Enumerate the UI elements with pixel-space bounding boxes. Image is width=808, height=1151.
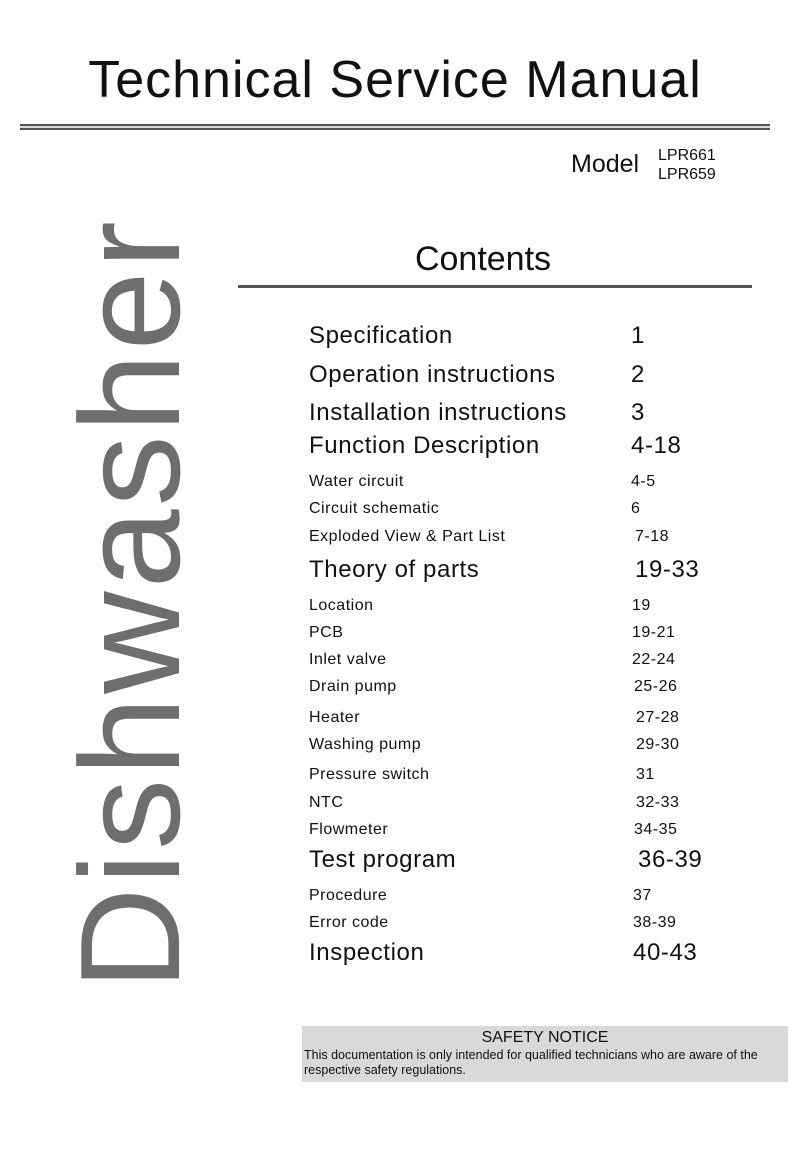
toc-label: Inlet valve xyxy=(309,651,387,668)
toc-label: Installation instructions xyxy=(309,399,567,426)
toc-label: Drain pump xyxy=(309,678,397,695)
toc-label: Washing pump xyxy=(309,736,422,753)
side-title: Dishwasher xyxy=(51,218,210,990)
toc-label: Exploded View & Part List xyxy=(309,528,506,545)
model-number: LPR661 xyxy=(658,147,716,164)
toc-page: 36-39 xyxy=(638,846,703,873)
toc-page: 31 xyxy=(636,766,655,783)
toc-label: NTC xyxy=(309,794,344,811)
toc-label: Operation instructions xyxy=(309,361,556,388)
contents-divider xyxy=(238,285,752,288)
toc-page: 2 xyxy=(631,361,645,388)
model-numbers xyxy=(658,146,716,184)
toc-label: Error code xyxy=(309,914,389,931)
toc-label: Water circuit xyxy=(309,473,404,490)
toc-page: 40-43 xyxy=(633,939,698,966)
toc-label: PCB xyxy=(309,624,344,641)
model-label: Model xyxy=(571,150,640,178)
model-number: LPR659 xyxy=(658,166,716,183)
toc-page: 25-26 xyxy=(634,678,678,695)
toc-label: Heater xyxy=(309,709,361,726)
toc-page: 27-28 xyxy=(636,709,680,726)
toc-label: Circuit schematic xyxy=(309,500,440,517)
title-divider xyxy=(20,124,770,130)
toc-page: 19-33 xyxy=(635,556,700,583)
manual-title: Technical Service Manual xyxy=(88,51,702,109)
toc-label: Pressure switch xyxy=(309,766,430,783)
toc-label: Procedure xyxy=(309,887,388,904)
toc-label: Flowmeter xyxy=(309,821,389,838)
toc-page: 32-33 xyxy=(636,794,680,811)
toc-label: Inspection xyxy=(309,939,425,966)
toc-page: 1 xyxy=(631,322,645,349)
toc-label: Test program xyxy=(309,846,457,873)
toc-label: Theory of parts xyxy=(309,556,480,583)
toc-page: 4-5 xyxy=(631,473,656,490)
safety-notice-text: This documentation is only intended for qualified technicians who are aware of the respective safety regulations. xyxy=(304,1048,758,1077)
toc-label: Function Description xyxy=(309,432,540,459)
toc-page: 34-35 xyxy=(634,821,678,838)
toc-label: Location xyxy=(309,597,374,614)
safety-notice xyxy=(302,1026,788,1082)
toc-page: 37 xyxy=(633,887,652,904)
toc-page: 6 xyxy=(631,500,641,517)
toc-page: 38-39 xyxy=(633,914,677,931)
toc-page: 22-24 xyxy=(632,651,676,668)
toc-page: 7-18 xyxy=(635,528,670,545)
toc-page: 29-30 xyxy=(636,736,680,753)
contents-heading: Contents xyxy=(414,240,552,278)
toc-page: 19-21 xyxy=(632,624,676,641)
toc-page: 4-18 xyxy=(631,432,682,459)
toc-label: Specification xyxy=(309,322,453,349)
toc-page: 3 xyxy=(631,399,645,426)
toc-page: 19 xyxy=(632,597,651,614)
safety-notice-title: SAFETY NOTICE xyxy=(481,1029,609,1046)
